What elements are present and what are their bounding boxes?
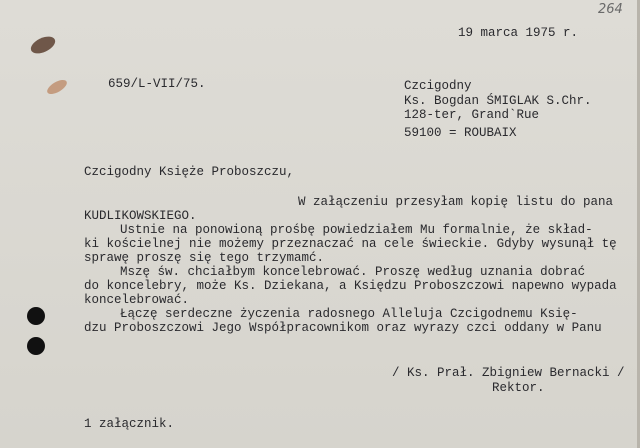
body-line-3: Ustnie na ponowioną prośbę powiedziałem Mu formalnie, że skład- <box>120 223 593 237</box>
body-line-8: koncelebrować. <box>84 293 190 307</box>
recipient-salutation-title: Czcigodny <box>404 79 472 93</box>
reference-number: 659/L-VII/75. <box>108 77 206 91</box>
letter-date: 19 marca 1975 r. <box>458 26 579 40</box>
rust-stain <box>45 77 69 97</box>
body-line-5: sprawę proszę się tego trzymamć. <box>84 251 325 265</box>
recipient-city: 59100 = ROUBAIX <box>404 126 517 140</box>
signature-name: / Ks. Prał. Zbigniew Bernacki / <box>392 366 625 380</box>
punch-hole-bottom <box>27 337 45 355</box>
body-line-10: dzu Proboszczowi Jego Współpracownikom oraz wyrazy czci oddany w Panu <box>84 321 602 335</box>
body-line-9: Łączę serdeczne życzenia radosnego Alleluja Czcigodnemu Księ- <box>120 307 578 321</box>
body-line-4: ki kościelnej nie możemy przeznaczać na cele świeckie. Gdyby wysunął tę <box>84 237 617 251</box>
recipient-street: 128-ter, Grand`Rue <box>404 108 540 122</box>
body-line-6: Mszę św. chciałbym koncelebrować. Proszę według uznania dobrać <box>120 265 586 279</box>
body-line-2: KUDLIKOWSKIEGO. <box>84 209 197 223</box>
page-number-handwritten: 264 <box>598 2 623 17</box>
greeting: Czcigodny Księże Proboszczu, <box>84 165 295 179</box>
body-line-1: W załączeniu przesyłam kopię listu do pana <box>298 195 614 209</box>
punch-hole-top <box>27 307 45 325</box>
enclosure-note: 1 załącznik. <box>84 417 175 431</box>
recipient-name: Ks. Bogdan ŚMIGLAK S.Chr. <box>404 94 592 108</box>
body-line-7: do koncelebry, może Ks. Dziekana, a Księdzu Proboszczowi napewno wypada <box>84 279 617 293</box>
signature-title: Rektor. <box>492 381 545 395</box>
ink-smudge <box>28 33 57 57</box>
